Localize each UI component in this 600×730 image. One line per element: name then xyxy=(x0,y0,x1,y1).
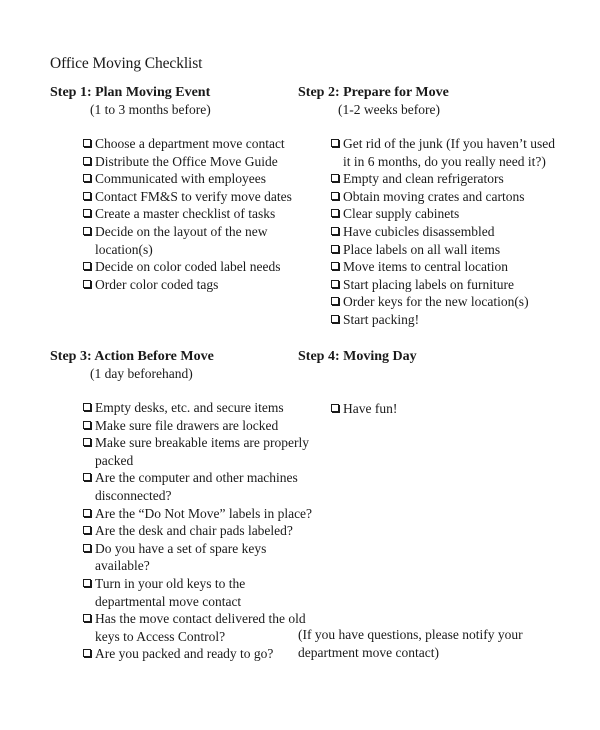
checklist-item-text: Empty desks, etc. and secure items xyxy=(95,400,284,415)
checklist-item xyxy=(83,645,312,663)
checkbox-icon xyxy=(83,421,91,429)
checkbox-icon xyxy=(331,139,339,147)
checklist-item-text: Have cubicles disassembled xyxy=(343,223,495,239)
checklist-item-text: Choose a department move contact xyxy=(95,136,285,151)
checkbox-icon xyxy=(331,174,339,182)
checklist-item-text: Are the “Do Not Move” labels in place? xyxy=(95,505,313,521)
checklist-item-text: Make sure file drawers are locked xyxy=(95,417,279,433)
step-3-items xyxy=(83,399,312,663)
checkbox-icon xyxy=(83,174,91,182)
checklist-item xyxy=(83,610,312,645)
checkbox-icon xyxy=(83,473,91,481)
step-heading: Step 4: Moving Day xyxy=(298,349,417,364)
checkbox-icon xyxy=(331,404,339,412)
checklist-item xyxy=(83,540,312,575)
step-subheading: (1-2 weeks before) xyxy=(338,102,440,117)
checkbox-icon xyxy=(83,526,91,534)
checkbox-icon xyxy=(331,297,339,305)
checklist-item-text: Decide on color coded label needs xyxy=(95,259,281,275)
checklist-item xyxy=(83,505,312,523)
checklist-item-text: Communicated with employees xyxy=(95,171,266,187)
checkbox-icon xyxy=(331,227,339,235)
checklist-item-text: Contact FM&S to verify move dates xyxy=(95,188,292,204)
checkbox-icon xyxy=(83,157,91,165)
checklist-item-text: Obtain moving crates and cartons xyxy=(343,188,525,204)
checklist-item xyxy=(83,135,292,153)
checklist-item xyxy=(331,170,555,188)
step-heading: Step 2: Prepare for Move xyxy=(298,85,449,100)
checklist-item xyxy=(331,223,555,241)
checklist-item xyxy=(83,205,292,223)
checkbox-icon xyxy=(83,649,91,657)
document-title: Office Moving Checklist xyxy=(50,55,203,72)
checklist-item xyxy=(83,417,312,435)
checklist-item-text: Order keys for the new location(s) xyxy=(343,294,529,310)
checkbox-icon xyxy=(331,245,339,253)
checklist-item xyxy=(83,575,312,610)
checklist-item xyxy=(83,469,312,504)
step-2-items xyxy=(331,135,555,329)
checklist-item-text: keys to Access Control? xyxy=(95,628,226,644)
checkbox-icon xyxy=(83,544,91,552)
step-subheading: (1 to 3 months before) xyxy=(90,102,211,117)
checkbox-icon xyxy=(83,227,91,235)
step-heading: Step 3: Action Before Move xyxy=(50,349,214,364)
checkbox-icon xyxy=(83,262,91,270)
checklist-item-text: Start packing! xyxy=(343,311,420,327)
checkbox-icon xyxy=(331,192,339,200)
checklist-item-text: Empty and clean refrigerators xyxy=(343,171,504,187)
step-1-section xyxy=(50,84,292,293)
checklist-item xyxy=(331,135,555,170)
step-subheading: (1 day beforehand) xyxy=(90,366,193,381)
checklist-item xyxy=(83,223,292,258)
checklist-item xyxy=(83,276,292,294)
checklist-item-text: Turn in your old keys to the xyxy=(95,575,246,591)
step-heading: Step 1: Plan Moving Event xyxy=(50,85,211,100)
checklist-item-text: Get rid of the junk (If you haven’t used xyxy=(343,136,555,151)
checklist-item-text: disconnected? xyxy=(95,487,172,503)
checklist-item xyxy=(83,170,292,188)
checklist-item-text: Make sure breakable items are properly xyxy=(95,435,310,451)
checklist-item-text: Create a master checklist of tasks xyxy=(95,206,276,222)
checklist-item-text: Distribute the Office Move Guide xyxy=(95,153,278,169)
checklist-item-text: Move items to central location xyxy=(343,259,508,275)
checkbox-icon xyxy=(83,579,91,587)
checklist-item-text: Have fun! xyxy=(343,401,398,416)
checklist-item xyxy=(331,311,555,329)
checklist-item xyxy=(331,241,555,259)
checklist-item-text: departmental move contact xyxy=(95,593,242,609)
checkbox-icon xyxy=(83,280,91,288)
checklist-item xyxy=(83,188,292,206)
checklist-item xyxy=(331,188,555,206)
checklist-item-text: Has the move contact delivered the old xyxy=(95,611,306,627)
checkbox-icon xyxy=(331,280,339,288)
contact-note xyxy=(298,626,523,662)
checklist-item-text: Do you have a set of spare keys xyxy=(95,540,267,556)
note-line: (If you have questions, please notify your xyxy=(298,627,523,642)
checklist-item-text: Clear supply cabinets xyxy=(343,206,460,222)
checkbox-icon xyxy=(331,209,339,217)
checkbox-icon xyxy=(83,209,91,217)
note-line: department move contact) xyxy=(298,645,439,660)
checkbox-icon xyxy=(331,315,339,323)
step-3-section xyxy=(50,348,312,663)
checklist-item-text: packed xyxy=(95,452,134,468)
checkbox-icon xyxy=(83,614,91,622)
checklist-item xyxy=(331,258,555,276)
checkbox-icon xyxy=(83,403,91,411)
checklist-item xyxy=(331,205,555,223)
checklist-item-text: Start placing labels on furniture xyxy=(343,276,514,292)
checklist-item-text: Are the computer and other machines xyxy=(95,470,298,486)
checklist-item-text: Are the desk and chair pads labeled? xyxy=(95,523,293,539)
checklist-item-text: available? xyxy=(95,558,150,574)
checklist-item-text: it in 6 months, do you really need it?) xyxy=(343,153,546,169)
checkbox-icon xyxy=(83,438,91,446)
checkbox-icon xyxy=(83,192,91,200)
step-2-section xyxy=(298,84,555,329)
checklist-item-text: Decide on the layout of the new xyxy=(95,223,268,239)
checkbox-icon xyxy=(83,139,91,147)
step-1-items xyxy=(83,135,292,293)
step-4-items xyxy=(331,400,417,418)
checklist-item xyxy=(331,400,417,418)
checklist-item xyxy=(331,293,555,311)
checklist-item xyxy=(331,276,555,294)
checklist-item xyxy=(83,153,292,171)
checklist-item xyxy=(83,434,312,469)
checklist-item-text: location(s) xyxy=(95,241,153,257)
checklist-item-text: Are you packed and ready to go? xyxy=(95,646,274,662)
checklist-item xyxy=(83,258,292,276)
step-4-section xyxy=(298,348,417,418)
checklist-item-text: Place labels on all wall items xyxy=(343,241,501,257)
checkbox-icon xyxy=(331,262,339,270)
checklist-item xyxy=(83,522,312,540)
checklist-item-text: Order color coded tags xyxy=(95,276,219,292)
checkbox-icon xyxy=(83,509,91,517)
checklist-item xyxy=(83,399,312,417)
